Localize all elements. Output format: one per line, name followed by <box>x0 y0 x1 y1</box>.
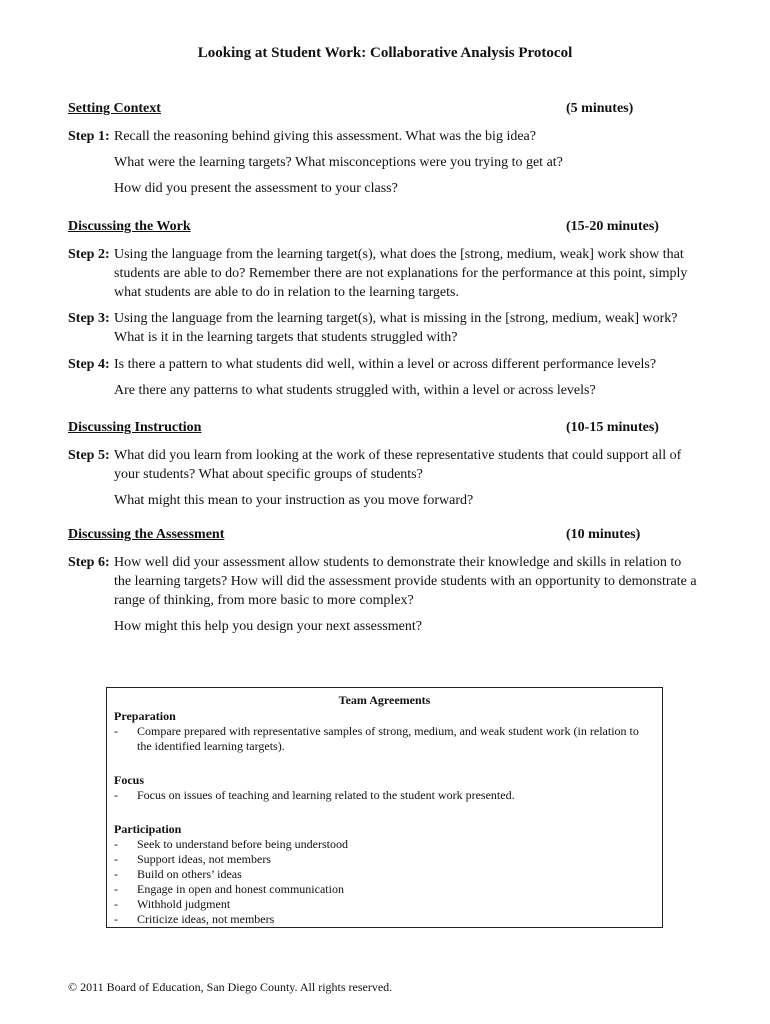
list-item: - Engage in open and honest communication <box>114 882 344 896</box>
section-discussing-work <box>68 219 660 235</box>
agreement-group-preparation <box>114 709 654 754</box>
step-text: What might this mean to your instruction as you move forward? <box>114 493 474 508</box>
section-heading: Discussing the Assessment <box>68 527 225 542</box>
agreement-group-focus <box>114 773 654 803</box>
step-text: Using the language from the learning target(s), what is missing in the [strong, medium, weak] work? What is it in the learning targets that students struggled with? <box>114 311 678 345</box>
list-item: - Build on others’ ideas <box>114 867 242 881</box>
agreement-group-participation <box>114 822 654 927</box>
section-time: (10-15 minutes) <box>566 420 659 435</box>
step-label: Step 6: <box>68 555 110 570</box>
section-heading: Discussing Instruction <box>68 420 202 435</box>
agreement-group-title: Participation <box>114 822 182 836</box>
list-item: - Compare prepared with representative samples of strong, medium, and weak student work (in relation to the identified learning targets). <box>114 724 639 753</box>
step-label: Step 2: <box>68 247 110 262</box>
step-2 <box>68 245 698 302</box>
agreement-group-title: Focus <box>114 773 144 787</box>
step-1 <box>68 127 698 198</box>
step-3 <box>68 309 698 347</box>
step-text: Are there any patterns to what students struggled with, within a level or across levels? <box>114 383 596 398</box>
step-label: Step 5: <box>68 448 110 463</box>
list-item: - Seek to understand before being understood <box>114 837 348 851</box>
section-discussing-instruction <box>68 420 660 436</box>
section-discussing-assessment <box>68 527 660 543</box>
agreement-group-title: Preparation <box>114 709 176 723</box>
list-item: - Support ideas, not members <box>114 852 271 866</box>
step-text: How might this help you design your next assessment? <box>114 619 422 634</box>
step-text: Recall the reasoning behind giving this assessment. What was the big idea? <box>114 129 536 144</box>
section-heading: Setting Context <box>68 101 161 116</box>
step-text: Is there a pattern to what students did well, within a level or across different performance levels? <box>114 357 657 372</box>
step-label: Step 4: <box>68 357 110 372</box>
section-time: (5 minutes) <box>566 101 634 116</box>
step-text: How did you present the assessment to your class? <box>114 181 398 196</box>
list-item: - Withhold judgment <box>114 897 231 911</box>
section-heading: Discussing the Work <box>68 219 191 234</box>
step-text: Using the language from the learning target(s), what does the [strong, medium, weak] work show that students are able to do? Remember there are not explanations for the performance at this point, simply what students are able to do in relation to the learning targets. <box>114 247 688 300</box>
list-item: - Focus on issues of teaching and learning related to the student work presented. <box>114 788 515 802</box>
list-item: - Criticize ideas, not members <box>114 912 275 926</box>
step-5 <box>68 446 698 510</box>
section-time: (15-20 minutes) <box>566 219 659 234</box>
step-4 <box>68 355 698 400</box>
copyright-footer: © 2011 Board of Education, San Diego County. All rights reserved. <box>68 980 393 994</box>
step-label: Step 3: <box>68 311 110 326</box>
step-text: How well did your assessment allow students to demonstrate their knowledge and skills in relation to the learning targets? How will did the assessment provide students with an opportunity to demonstrate a range of thinking, from more basic to more complex? <box>114 555 697 608</box>
step-text: What were the learning targets? What misconceptions were you trying to get at? <box>114 155 563 170</box>
team-agreements-title: Team Agreements <box>338 693 431 707</box>
step-text: What did you learn from looking at the work of these representative students that could support all of your students? What about specific groups of students? <box>114 448 682 482</box>
page-title: Looking at Student Work: Collaborative Analysis Protocol <box>197 45 573 61</box>
step-6 <box>68 553 698 636</box>
section-setting-context <box>68 101 660 117</box>
step-label: Step 1: <box>68 129 110 144</box>
section-time: (10 minutes) <box>566 527 641 542</box>
team-agreements-box <box>106 687 663 928</box>
